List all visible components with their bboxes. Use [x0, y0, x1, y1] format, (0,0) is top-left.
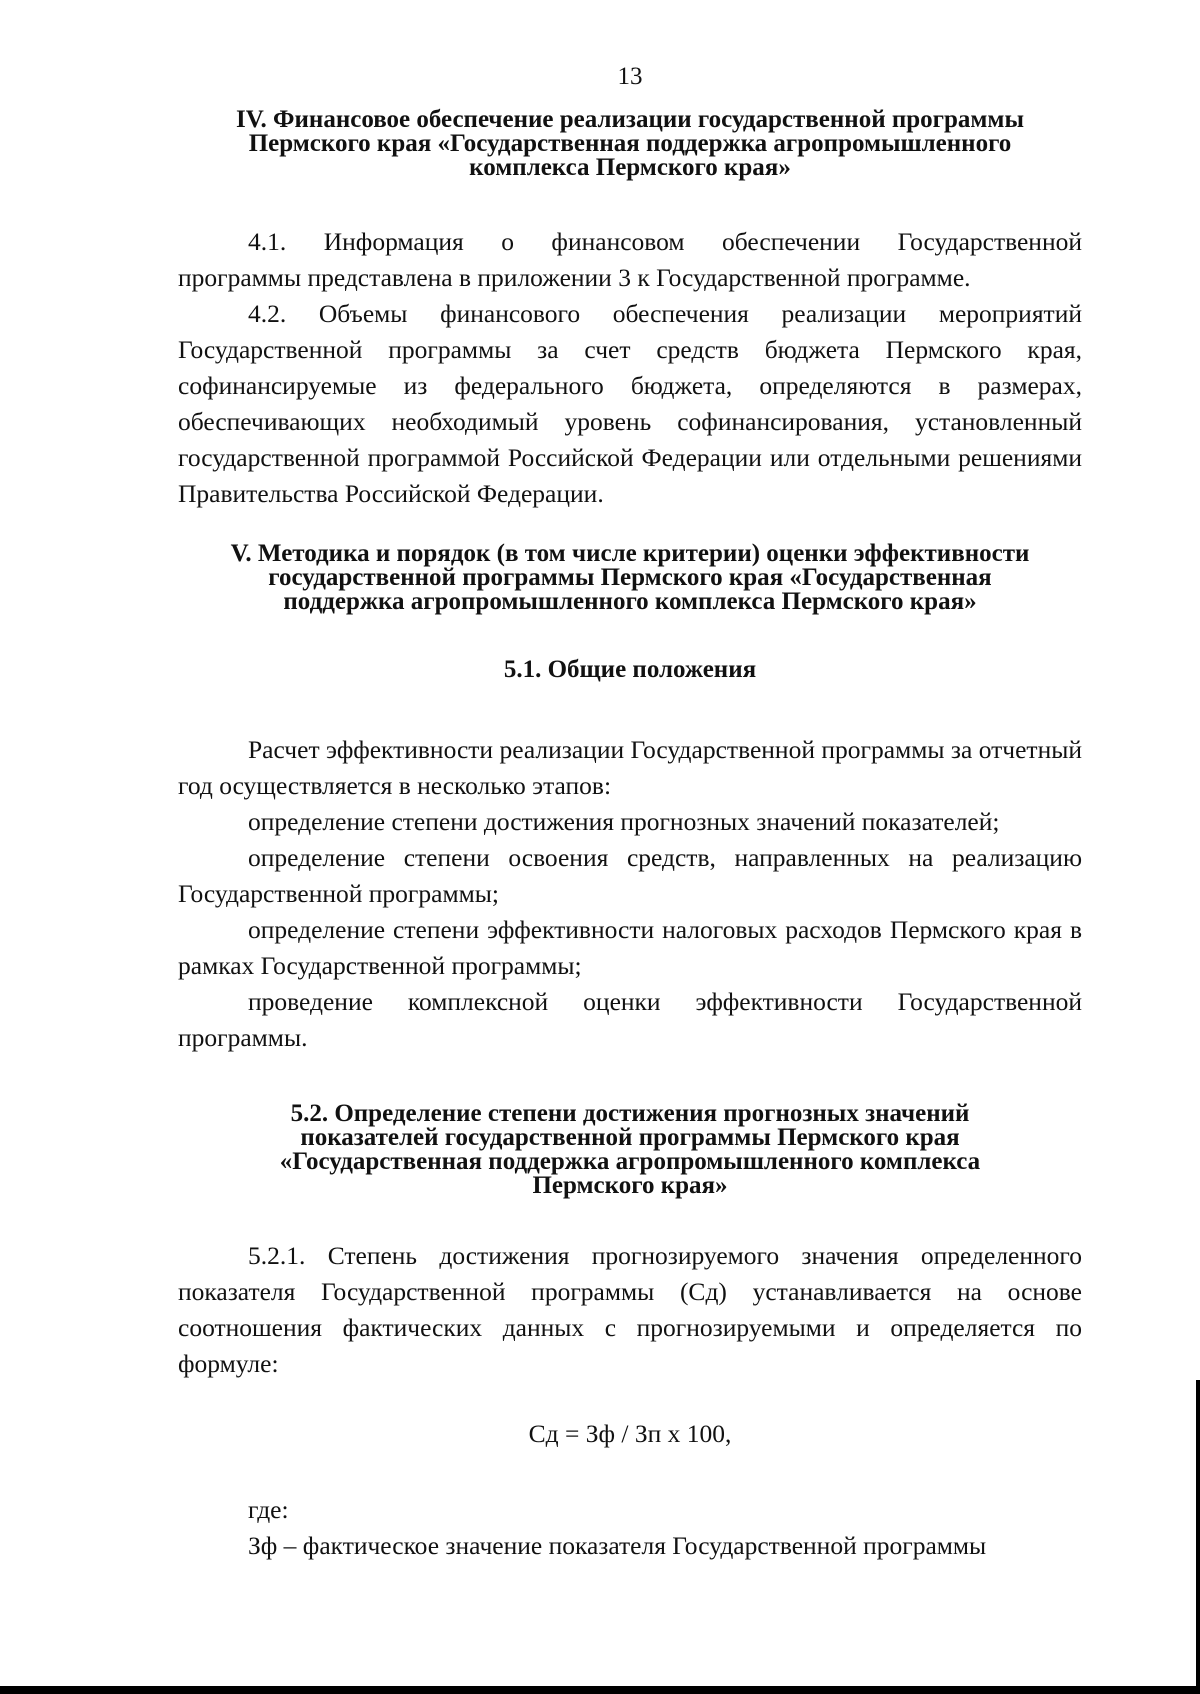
- paragraph-4-1-line-2: программы представлена в приложении 3 к Государственной программе.: [178, 263, 971, 292]
- subsection-5-2-heading: [178, 1102, 1082, 1198]
- subsection-5-2-heading-line: показателей государственной программы Пермского края: [300, 1124, 960, 1151]
- paragraph-4-1-line-1: 4.1. Информация о финансовом обеспечении Государственной: [248, 227, 1082, 256]
- stage-item: определение степени эффективности налоговых расходов Пермского края в рамках Государственной программы;: [178, 915, 1082, 980]
- scan-border-bottom: [0, 1686, 1200, 1694]
- section-4-heading-line: Пермского края «Государственная поддержка агропромышленного: [248, 130, 1012, 157]
- subsection-5-2-heading-line: «Государственная поддержка агропромышленного комплекса: [279, 1148, 981, 1175]
- section-5-heading-line: поддержка агропромышленного комплекса Пермского края»: [283, 588, 977, 615]
- scan-border-right: [1196, 1380, 1200, 1694]
- section-5-heading: [178, 542, 1082, 614]
- page-number: 13: [617, 63, 643, 90]
- section-4-heading: [178, 108, 1082, 180]
- paragraph-stages-intro: Расчет эффективности реализации Государственной программы за отчетный год осуществляется в несколько этапов:: [178, 735, 1082, 800]
- section-5-heading-line: V. Методика и порядок (в том числе критерии) оценки эффективности: [230, 540, 1030, 567]
- stage-item: определение степени освоения средств, направленных на реализацию Государственной программы;: [178, 843, 1082, 908]
- section-4-heading-line: комплекса Пермского края»: [469, 154, 791, 181]
- section-4-heading-line: IV. Финансовое обеспечение реализации государственной программы: [235, 106, 1024, 133]
- subsection-5-2-heading-line: Пермского края»: [532, 1172, 728, 1199]
- subsection-5-1-title: 5.1. Общие положения: [503, 656, 757, 683]
- document-page: [178, 62, 1082, 1564]
- where-label: где:: [248, 1495, 289, 1524]
- paragraph-4-2: 4.2. Объемы финансового обеспечения реализации мероприятий Государственной программы за счет средств бюджета Пермского края, софинансируемые из федерального бюджета, определяются в размерах, обеспечивающих необходимый уровень софинансирования, установленный государственной программой Российской Федерации или отдельными решениями Правительства Российской Федерации.: [178, 299, 1082, 508]
- stage-item: определение степени достижения прогнозных значений показателей;: [248, 807, 1000, 836]
- stage-item: проведение комплексной оценки эффективности Государственной программы.: [178, 987, 1082, 1052]
- subsection-5-2-heading-line: 5.2. Определение степени достижения прогнозных значений: [290, 1100, 970, 1127]
- formula: Сд = Зф / Зп х 100,: [528, 1419, 732, 1448]
- definition-zf: Зф – фактическое значение показателя Государственной программы: [248, 1531, 987, 1560]
- paragraph-5-2-1: 5.2.1. Степень достижения прогнозируемого значения определенного показателя Государственной программы (Сд) устанавливается на основе соотношения фактических данных с прогнозируемыми и определяется по формуле:: [178, 1241, 1082, 1378]
- section-5-heading-line: государственной программы Пермского края «Государственная: [268, 564, 992, 591]
